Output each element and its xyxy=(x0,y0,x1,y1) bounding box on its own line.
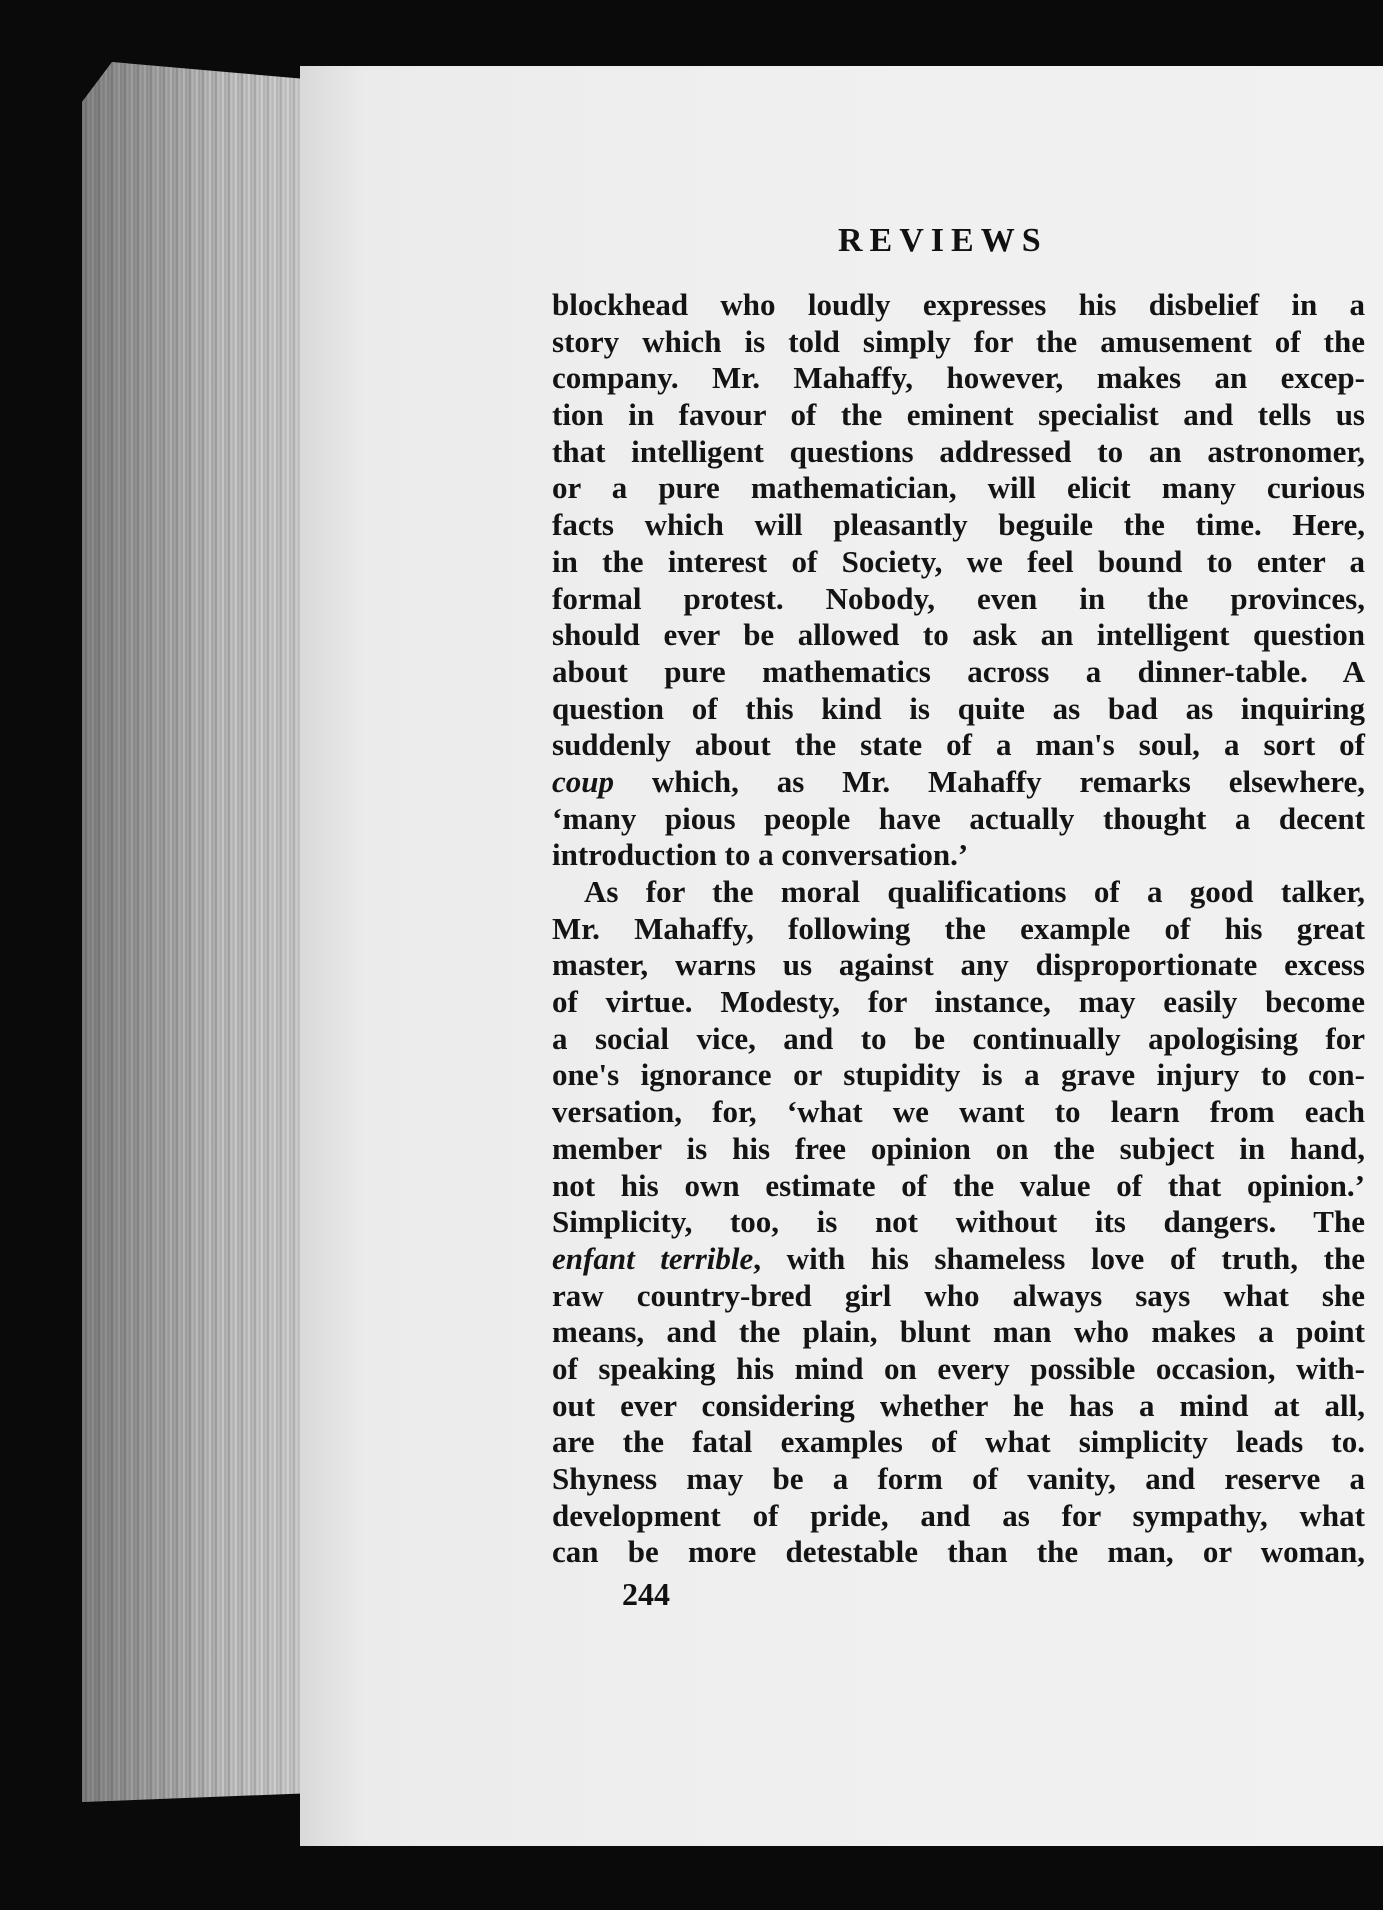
text-line: Shyness may be a form of vanity, and reserve a xyxy=(552,1461,1365,1496)
text-line: raw country-bred girl who always says what she xyxy=(552,1277,1365,1313)
text-line: not his own estimate of the value of that opinion.’ xyxy=(552,1167,1365,1203)
text-line: versation, for, ‘what we want to learn from each xyxy=(552,1094,1365,1130)
text-line: one's ignorance or stupidity is a grave injury to con- xyxy=(552,1057,1365,1093)
text-line: in the interest of Society, we feel bound to enter a xyxy=(552,543,1365,579)
text-line: tion in favour of the eminent specialist and tells us xyxy=(552,397,1365,433)
text-line: or a pure mathematician, will elicit many curious xyxy=(552,470,1365,506)
text-line: member is his free opinion on the subject in hand, xyxy=(552,1130,1365,1166)
text-line: a social vice, and to be continually apologising for xyxy=(552,1020,1365,1056)
text-line: that intelligent questions addressed to an astronomer, xyxy=(552,433,1365,469)
text-line: Mr. Mahaffy, following the example of his great xyxy=(552,910,1365,946)
scan-bottom-edge xyxy=(240,1846,1383,1910)
page-number: 244 xyxy=(622,1576,670,1612)
text-line: company. Mr. Mahaffy, however, makes an excep- xyxy=(552,360,1365,396)
text-line: of speaking his mind on every possible occasion, with- xyxy=(552,1350,1365,1386)
text-line: master, warns us against any disproportionate excess xyxy=(552,947,1365,983)
running-head: REVIEWS xyxy=(838,222,1048,259)
text-line: story which is told simply for the amusement of the xyxy=(552,323,1365,359)
text-line: Simplicity, too, is not without its dangers. The xyxy=(552,1204,1365,1240)
text-line: suddenly about the state of a man's soul, a sort of xyxy=(552,727,1365,763)
italic-phrase-enfant-terrible: enfant terrible xyxy=(552,1240,754,1276)
text-line: introduction to a conversation.’ xyxy=(552,837,969,873)
text-line: means, and the plain, blunt man who makes a point xyxy=(552,1314,1365,1350)
text-line: are the fatal examples of what simplicity leads to. xyxy=(552,1424,1365,1460)
text-line-italic-enfant xyxy=(552,1241,1365,1278)
text-line-italic-coup xyxy=(552,764,1365,801)
text-line: question of this kind is quite as bad as inquiring xyxy=(552,690,1365,726)
text-line: out ever considering whether he has a mind at all, xyxy=(552,1387,1365,1423)
text-line: ‘many pious people have actually thought a decent xyxy=(552,800,1365,836)
text-line: formal protest. Nobody, even in the provinces, xyxy=(552,580,1365,616)
text-line-rest: which, as Mr. Mahaffy remarks elsewhere, xyxy=(651,763,1365,799)
text-line: can be more detestable than the man, or woman, xyxy=(552,1534,1365,1570)
text-line: As for the moral qualifications of a good talker, xyxy=(584,874,1365,909)
text-line: blockhead who loudly expresses his disbelief in a xyxy=(552,287,1365,322)
text-line: of virtue. Modesty, for instance, may easily become xyxy=(552,984,1365,1020)
text-line: should ever be allowed to ask an intelligent question xyxy=(552,617,1365,653)
text-line-rest: , with his shameless love of truth, the xyxy=(753,1240,1365,1276)
body-text xyxy=(552,287,1365,1571)
text-line: facts which will pleasantly beguile the time. Here, xyxy=(552,507,1365,543)
text-line: development of pride, and as for sympathy, what xyxy=(552,1497,1365,1533)
text-line: about pure mathematics across a dinner-table. A xyxy=(552,653,1365,689)
italic-word-coup: coup xyxy=(552,763,614,799)
